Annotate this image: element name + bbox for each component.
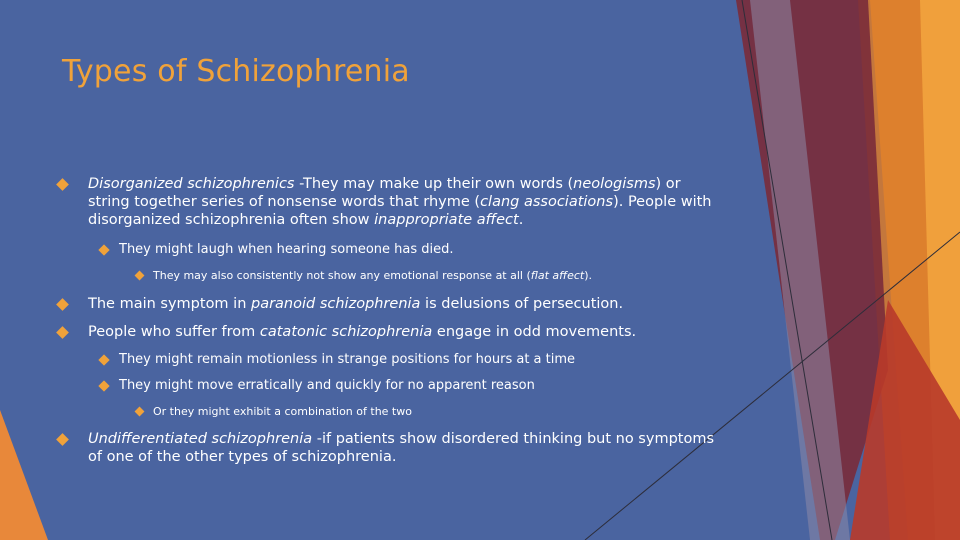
- text: -if patients show disordered thinking but no symptoms of one of the other types of schizophrenia.: [88, 431, 715, 465]
- text: ).: [584, 269, 593, 282]
- text: They might remain motionless in strange positions for hours at a time: [119, 352, 576, 367]
- term-flat-affect: flat affect: [530, 269, 585, 282]
- bullet-disorganized: [56, 175, 716, 229]
- diamond-bullet-icon: [56, 326, 69, 339]
- subbullet-motionless: [56, 352, 716, 368]
- text: -They may make up their own words (: [294, 176, 574, 192]
- diamond-bullet-icon: [56, 433, 69, 446]
- diamond-bullet-icon: [56, 178, 69, 191]
- text: Or they might exhibit a combination of the two: [153, 405, 412, 418]
- diamond-bullet-icon: [98, 380, 109, 391]
- bullet-undifferentiated: [56, 430, 716, 466]
- term-paranoid: paranoid schizophrenia: [251, 296, 421, 312]
- text: They may also consistently not show any emotional response at all (: [153, 269, 531, 282]
- text: They might move erratically and quickly for no apparent reason: [119, 378, 535, 393]
- diamond-bullet-icon: [135, 407, 145, 417]
- text: ) or string together series of nonsense words that rhyme (: [88, 176, 681, 210]
- subbullet-erratic: [56, 378, 716, 394]
- term-disorganized: Disorganized schizophrenics: [88, 176, 295, 192]
- diamond-bullet-icon: [98, 354, 109, 365]
- subbullet-flat-affect: [56, 269, 716, 283]
- term-undifferentiated: Undifferentiated schizophrenia: [88, 431, 313, 447]
- bullet-list: [56, 172, 716, 466]
- term-neologisms: neologisms: [573, 176, 656, 192]
- bullet-catatonic: [56, 323, 716, 341]
- subbullet-laugh: [56, 242, 716, 258]
- text: People who suffer from: [88, 324, 260, 340]
- bullet-paranoid: [56, 295, 716, 313]
- orange-left-corner: [0, 410, 48, 540]
- term-inappropriate-affect: inappropriate affect: [374, 212, 519, 228]
- diamond-bullet-icon: [135, 271, 145, 281]
- text: engage in odd movements.: [432, 324, 637, 340]
- term-catatonic: catatonic schizophrenia: [259, 324, 433, 340]
- subbullet-combination: [56, 405, 716, 419]
- text: ). People with disorganized schizophrenia often show: [88, 194, 712, 228]
- text: The main symptom in: [88, 296, 251, 312]
- text: is delusions of persecution.: [420, 296, 624, 312]
- text: .: [518, 212, 524, 228]
- diamond-bullet-icon: [56, 298, 69, 311]
- slide-title: Types of Schizophrenia: [62, 54, 410, 89]
- diamond-bullet-icon: [98, 244, 109, 255]
- term-clang-associations: clang associations: [480, 194, 614, 210]
- text: They might laugh when hearing someone has died.: [119, 242, 454, 257]
